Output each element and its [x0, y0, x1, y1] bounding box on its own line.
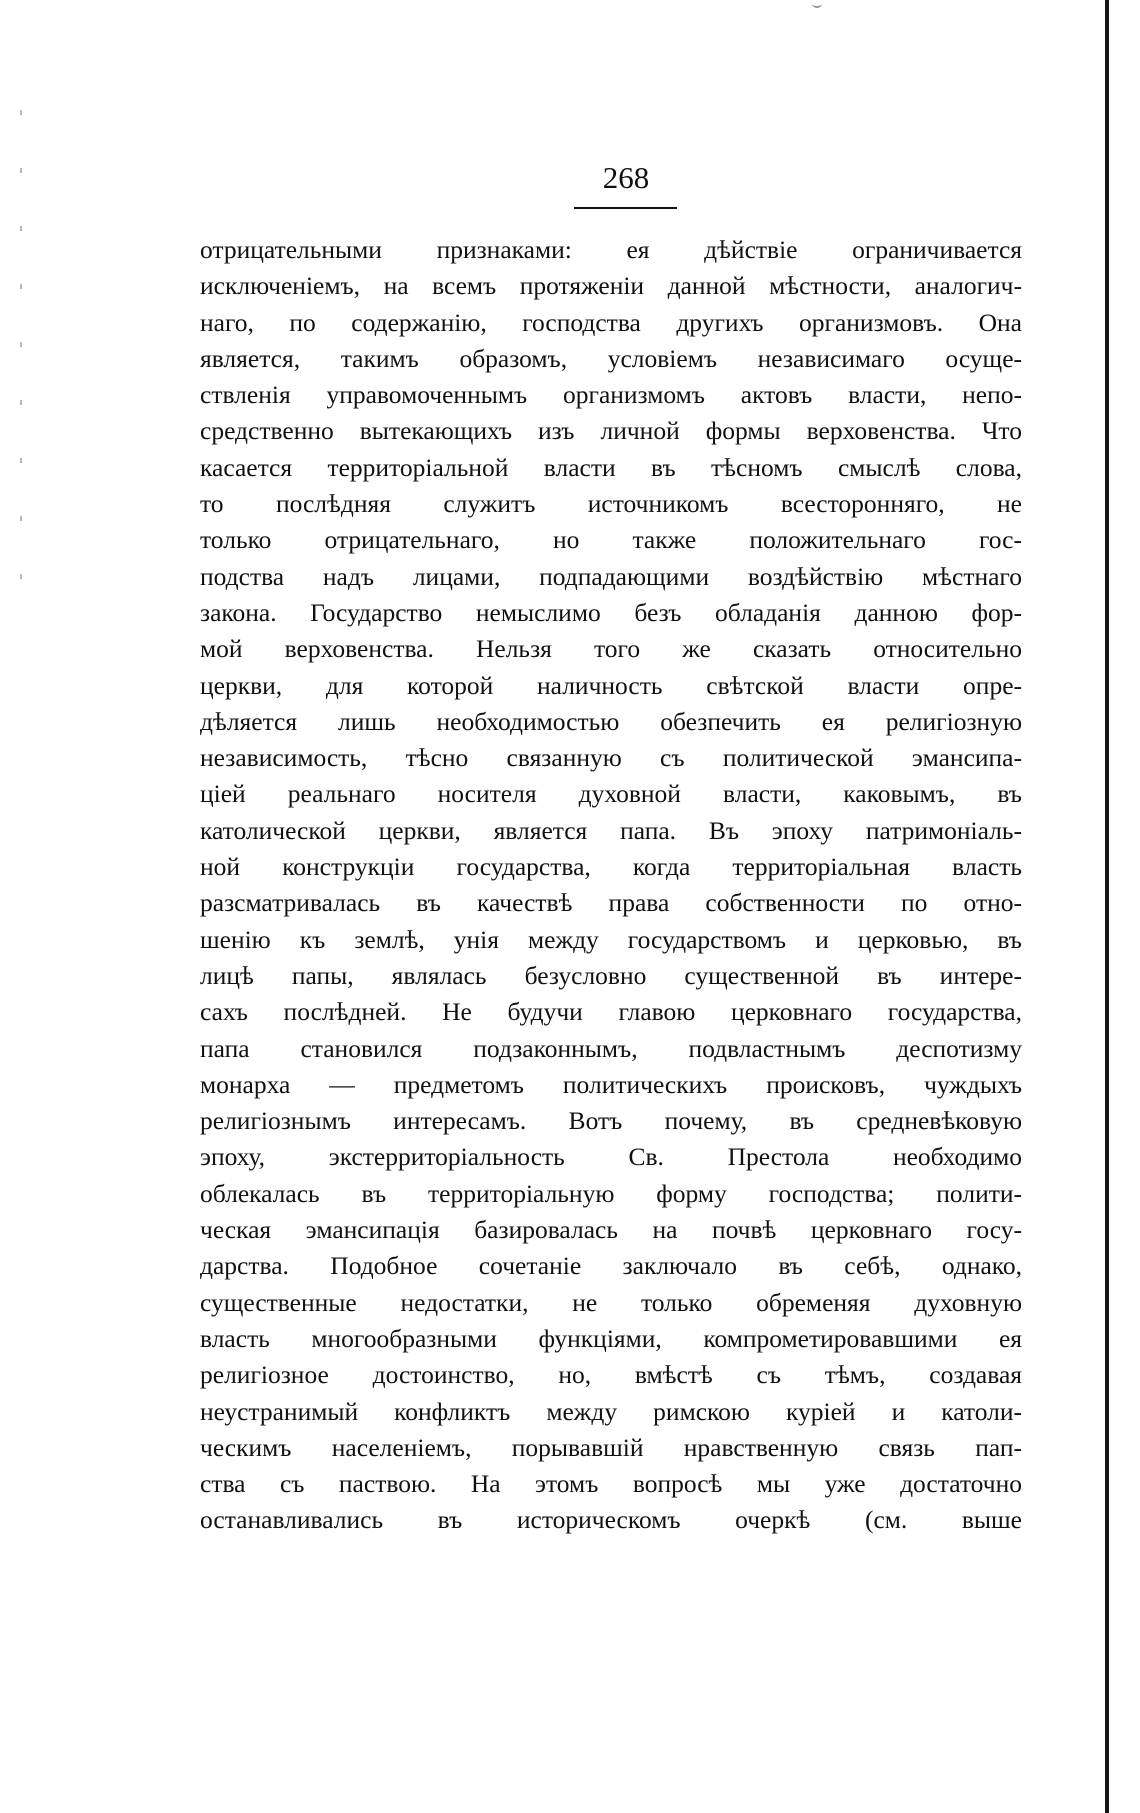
- scan-edge-right: [1105, 0, 1109, 1813]
- text-line: лицѣ папы, являлась безусловно существенной въ интере-: [200, 960, 1022, 990]
- text-line: наго, по содержанію, господства другихъ организмовъ. Она: [200, 307, 1022, 337]
- text-line: ной конструкціи государства, когда территоріальная власть: [200, 852, 1022, 882]
- text-line: папа становился подзаконнымъ, подвластнымъ деспотизму: [200, 1033, 1022, 1063]
- text-line: мой верховенства. Нельзя того же сказать относительно: [200, 634, 1022, 664]
- text-line: дѣляется лишь необходимостью обезпечить ея религіозную: [200, 706, 1022, 736]
- text-line: касается территоріальной власти въ тѣсномъ смыслѣ слова,: [200, 452, 1022, 482]
- text-line: сахъ послѣдней. Не будучи главою церковнаго государства,: [200, 997, 1022, 1027]
- text-line: ства съ паствою. На этомъ вопросѣ мы уже достаточно: [200, 1469, 1022, 1499]
- scan-edge-left: [20, 110, 22, 630]
- text-line: шенію къ землѣ, унія между государствомъ и церковью, въ: [200, 924, 1022, 954]
- text-line: исключеніемъ, на всемъ протяженіи данной мѣстности, аналогич-: [200, 271, 1022, 301]
- text-line: существенные недостатки, не только обременяя духовную: [200, 1287, 1022, 1317]
- text-line: облекалась въ территоріальную форму господства; полити-: [200, 1178, 1022, 1208]
- text-line: подства надъ лицами, подпадающими воздѣйствію мѣстнаго: [200, 561, 1022, 591]
- page-number-rule: [574, 207, 677, 209]
- text-line: останавливались въ историческомъ очеркѣ (см. выше: [200, 1505, 1022, 1535]
- text-line: дарства. Подобное сочетаніе заключало въ себѣ, однако,: [200, 1251, 1022, 1281]
- text-line: является, такимъ образомъ, условіемъ независимаго осуще-: [200, 343, 1022, 373]
- scan-mark: [812, 0, 822, 8]
- text-line: разсматривалась въ качествѣ права собственности по отно-: [200, 888, 1022, 918]
- text-line: католической церкви, является папа. Въ эпоху патримоніаль-: [200, 815, 1022, 845]
- text-line: ческая эмансипація базировалась на почвѣ церковнаго госу-: [200, 1215, 1022, 1245]
- text-line: религіознымъ интересамъ. Вотъ почему, въ средневѣковую: [200, 1106, 1022, 1136]
- text-line: монарха — предметомъ политическихъ происковъ, чуждыхъ: [200, 1069, 1022, 1099]
- text-line: власть многообразными функціями, компрометировавшими ея: [200, 1323, 1022, 1353]
- text-line: религіозное достоинство, но, вмѣстѣ съ тѣмъ, создавая: [200, 1360, 1022, 1390]
- text-line: эпоху, экстерриторіальность Св. Престола необходимо: [200, 1142, 1022, 1172]
- text-line: церкви, для которой наличность свѣтской власти опре-: [200, 670, 1022, 700]
- text-line: закона. Государство немыслимо безъ обладанія данною фор-: [200, 597, 1022, 627]
- text-line: средственно вытекающихъ изъ личной формы верховенства. Что: [200, 416, 1022, 446]
- text-line: отрицательными признаками: ея дѣйствіе ограничивается: [200, 235, 1022, 264]
- text-line: независимость, тѣсно связанную съ политической эмансипа-: [200, 743, 1022, 773]
- text-line: ціей реальнаго носителя духовной власти, каковымъ, въ: [200, 779, 1022, 809]
- text-line: неустранимый конфликтъ между римскою куріей и католи-: [200, 1396, 1022, 1426]
- page-number: 268: [602, 160, 650, 195]
- body-text: [200, 232, 1022, 1539]
- text-line: ческимъ населеніемъ, порывавшій нравственную связь пап-: [200, 1432, 1022, 1462]
- text-line: ствленія управомоченнымъ организмомъ актовъ власти, непо-: [200, 380, 1022, 410]
- text-line: только отрицательнаго, но также положительнаго гос-: [200, 525, 1022, 555]
- text-line: то послѣдняя служитъ источникомъ всесторонняго, не: [200, 489, 1022, 519]
